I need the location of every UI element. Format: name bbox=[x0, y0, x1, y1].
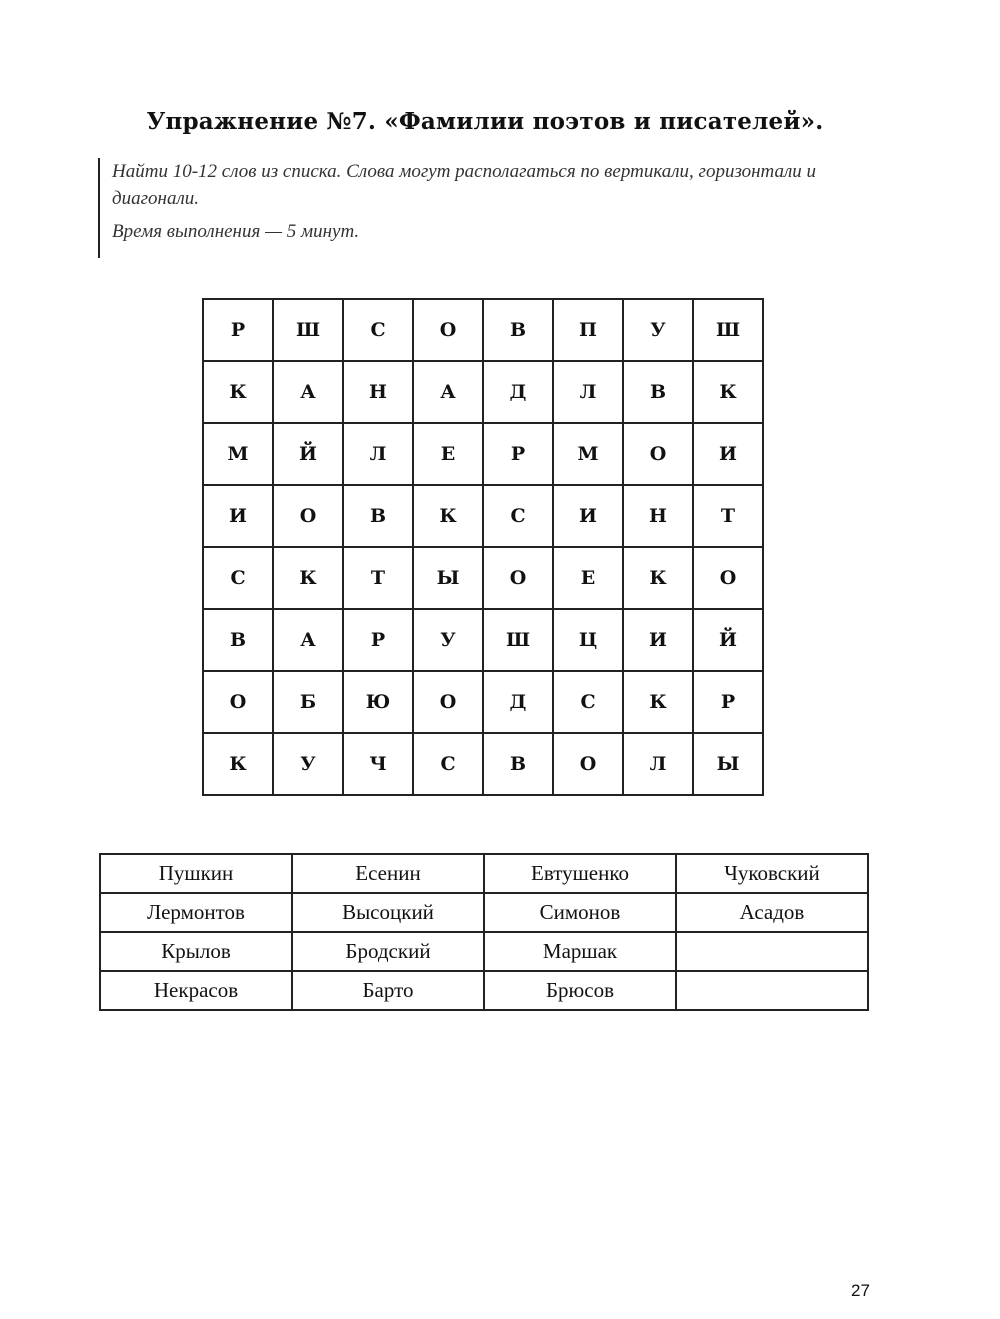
grid-cell[interactable]: К bbox=[413, 485, 483, 547]
grid-cell[interactable]: К bbox=[623, 671, 693, 733]
grid-cell[interactable]: Т bbox=[693, 485, 763, 547]
grid-cell[interactable]: В bbox=[483, 733, 553, 795]
grid-cell[interactable]: Р bbox=[343, 609, 413, 671]
grid-cell[interactable]: Й bbox=[693, 609, 763, 671]
word-cell: Некрасов bbox=[100, 971, 292, 1010]
grid-cell[interactable]: Л bbox=[623, 733, 693, 795]
grid-cell[interactable]: Р bbox=[203, 299, 273, 361]
grid-cell[interactable]: Н bbox=[623, 485, 693, 547]
grid-cell[interactable]: С bbox=[343, 299, 413, 361]
grid-cell[interactable]: С bbox=[483, 485, 553, 547]
grid-cell[interactable]: М bbox=[553, 423, 623, 485]
grid-cell[interactable]: Ы bbox=[693, 733, 763, 795]
word-row bbox=[100, 971, 868, 1010]
grid-cell[interactable]: К bbox=[623, 547, 693, 609]
grid-cell[interactable]: Л bbox=[553, 361, 623, 423]
grid-cell[interactable]: Н bbox=[343, 361, 413, 423]
grid-cell[interactable]: И bbox=[203, 485, 273, 547]
grid-cell[interactable]: Ш bbox=[483, 609, 553, 671]
grid-cell[interactable]: Л bbox=[343, 423, 413, 485]
grid-cell[interactable]: К bbox=[273, 547, 343, 609]
word-row bbox=[100, 893, 868, 932]
grid-cell[interactable]: О bbox=[483, 547, 553, 609]
word-cell: Барто bbox=[292, 971, 484, 1010]
word-cell: Асадов bbox=[676, 893, 868, 932]
grid-cell[interactable]: Д bbox=[483, 671, 553, 733]
grid-cell[interactable]: О bbox=[273, 485, 343, 547]
grid-cell[interactable]: О bbox=[623, 423, 693, 485]
word-cell: Лермонтов bbox=[100, 893, 292, 932]
grid-cell[interactable]: Р bbox=[483, 423, 553, 485]
grid-cell[interactable]: Ш bbox=[273, 299, 343, 361]
grid-cell[interactable]: Ы bbox=[413, 547, 483, 609]
grid-cell[interactable]: В bbox=[483, 299, 553, 361]
word-cell: Чуковский bbox=[676, 854, 868, 893]
word-cell: Высоцкий bbox=[292, 893, 484, 932]
grid-cell[interactable]: Д bbox=[483, 361, 553, 423]
grid-cell[interactable]: И bbox=[623, 609, 693, 671]
grid-cell[interactable]: Е bbox=[553, 547, 623, 609]
grid-cell[interactable]: У bbox=[413, 609, 483, 671]
grid-cell[interactable]: К bbox=[203, 361, 273, 423]
grid-cell[interactable]: О bbox=[693, 547, 763, 609]
grid-cell[interactable]: О bbox=[413, 671, 483, 733]
word-row bbox=[100, 854, 868, 893]
grid-cell[interactable]: У bbox=[273, 733, 343, 795]
grid-cell[interactable]: И bbox=[693, 423, 763, 485]
grid-cell[interactable]: О bbox=[203, 671, 273, 733]
instructions-block bbox=[98, 158, 858, 258]
grid-row bbox=[203, 485, 763, 547]
page-number: 27 bbox=[851, 1281, 870, 1300]
word-row bbox=[100, 932, 868, 971]
grid-cell[interactable]: Ч bbox=[343, 733, 413, 795]
grid-cell[interactable]: В bbox=[343, 485, 413, 547]
grid-cell[interactable]: О bbox=[413, 299, 483, 361]
grid-row bbox=[203, 361, 763, 423]
grid-cell[interactable]: Й bbox=[273, 423, 343, 485]
word-cell: Симонов bbox=[484, 893, 676, 932]
grid-cell[interactable]: Ю bbox=[343, 671, 413, 733]
grid-cell[interactable]: А bbox=[413, 361, 483, 423]
grid-cell[interactable]: П bbox=[553, 299, 623, 361]
word-list-table bbox=[99, 853, 869, 1011]
grid-cell[interactable]: В bbox=[623, 361, 693, 423]
word-cell: Маршак bbox=[484, 932, 676, 971]
grid-cell[interactable]: А bbox=[273, 609, 343, 671]
grid-cell[interactable]: О bbox=[553, 733, 623, 795]
instructions-text: Найти 10-12 слов из списка. Слова могут располагаться по вертикали, горизонтали и диагонали. bbox=[112, 161, 817, 209]
grid-cell[interactable]: У bbox=[623, 299, 693, 361]
word-cell bbox=[676, 932, 868, 971]
grid-cell[interactable]: А bbox=[273, 361, 343, 423]
time-limit-text: Время выполнения — 5 минут. bbox=[112, 221, 360, 242]
grid-row bbox=[203, 547, 763, 609]
grid-row bbox=[203, 733, 763, 795]
grid-cell[interactable]: К bbox=[693, 361, 763, 423]
grid-row bbox=[203, 299, 763, 361]
grid-row bbox=[203, 423, 763, 485]
word-cell: Пушкин bbox=[100, 854, 292, 893]
grid-cell[interactable]: С bbox=[553, 671, 623, 733]
word-cell: Есенин bbox=[292, 854, 484, 893]
page-title: Упражнение №7. «Фамилии поэтов и писателей». bbox=[146, 108, 824, 135]
word-cell bbox=[676, 971, 868, 1010]
word-cell: Бродский bbox=[292, 932, 484, 971]
grid-cell[interactable]: М bbox=[203, 423, 273, 485]
letter-grid bbox=[202, 298, 764, 796]
grid-cell[interactable]: В bbox=[203, 609, 273, 671]
grid-cell[interactable]: Е bbox=[413, 423, 483, 485]
word-cell: Крылов bbox=[100, 932, 292, 971]
grid-cell[interactable]: Ш bbox=[693, 299, 763, 361]
word-cell: Евтушенко bbox=[484, 854, 676, 893]
grid-cell[interactable]: Б bbox=[273, 671, 343, 733]
grid-row bbox=[203, 671, 763, 733]
grid-row bbox=[203, 609, 763, 671]
grid-cell[interactable]: Т bbox=[343, 547, 413, 609]
grid-cell[interactable]: К bbox=[203, 733, 273, 795]
word-cell: Брюсов bbox=[484, 971, 676, 1010]
grid-cell[interactable]: Р bbox=[693, 671, 763, 733]
grid-cell[interactable]: И bbox=[553, 485, 623, 547]
grid-cell[interactable]: С bbox=[413, 733, 483, 795]
grid-cell[interactable]: Ц bbox=[553, 609, 623, 671]
grid-cell[interactable]: С bbox=[203, 547, 273, 609]
